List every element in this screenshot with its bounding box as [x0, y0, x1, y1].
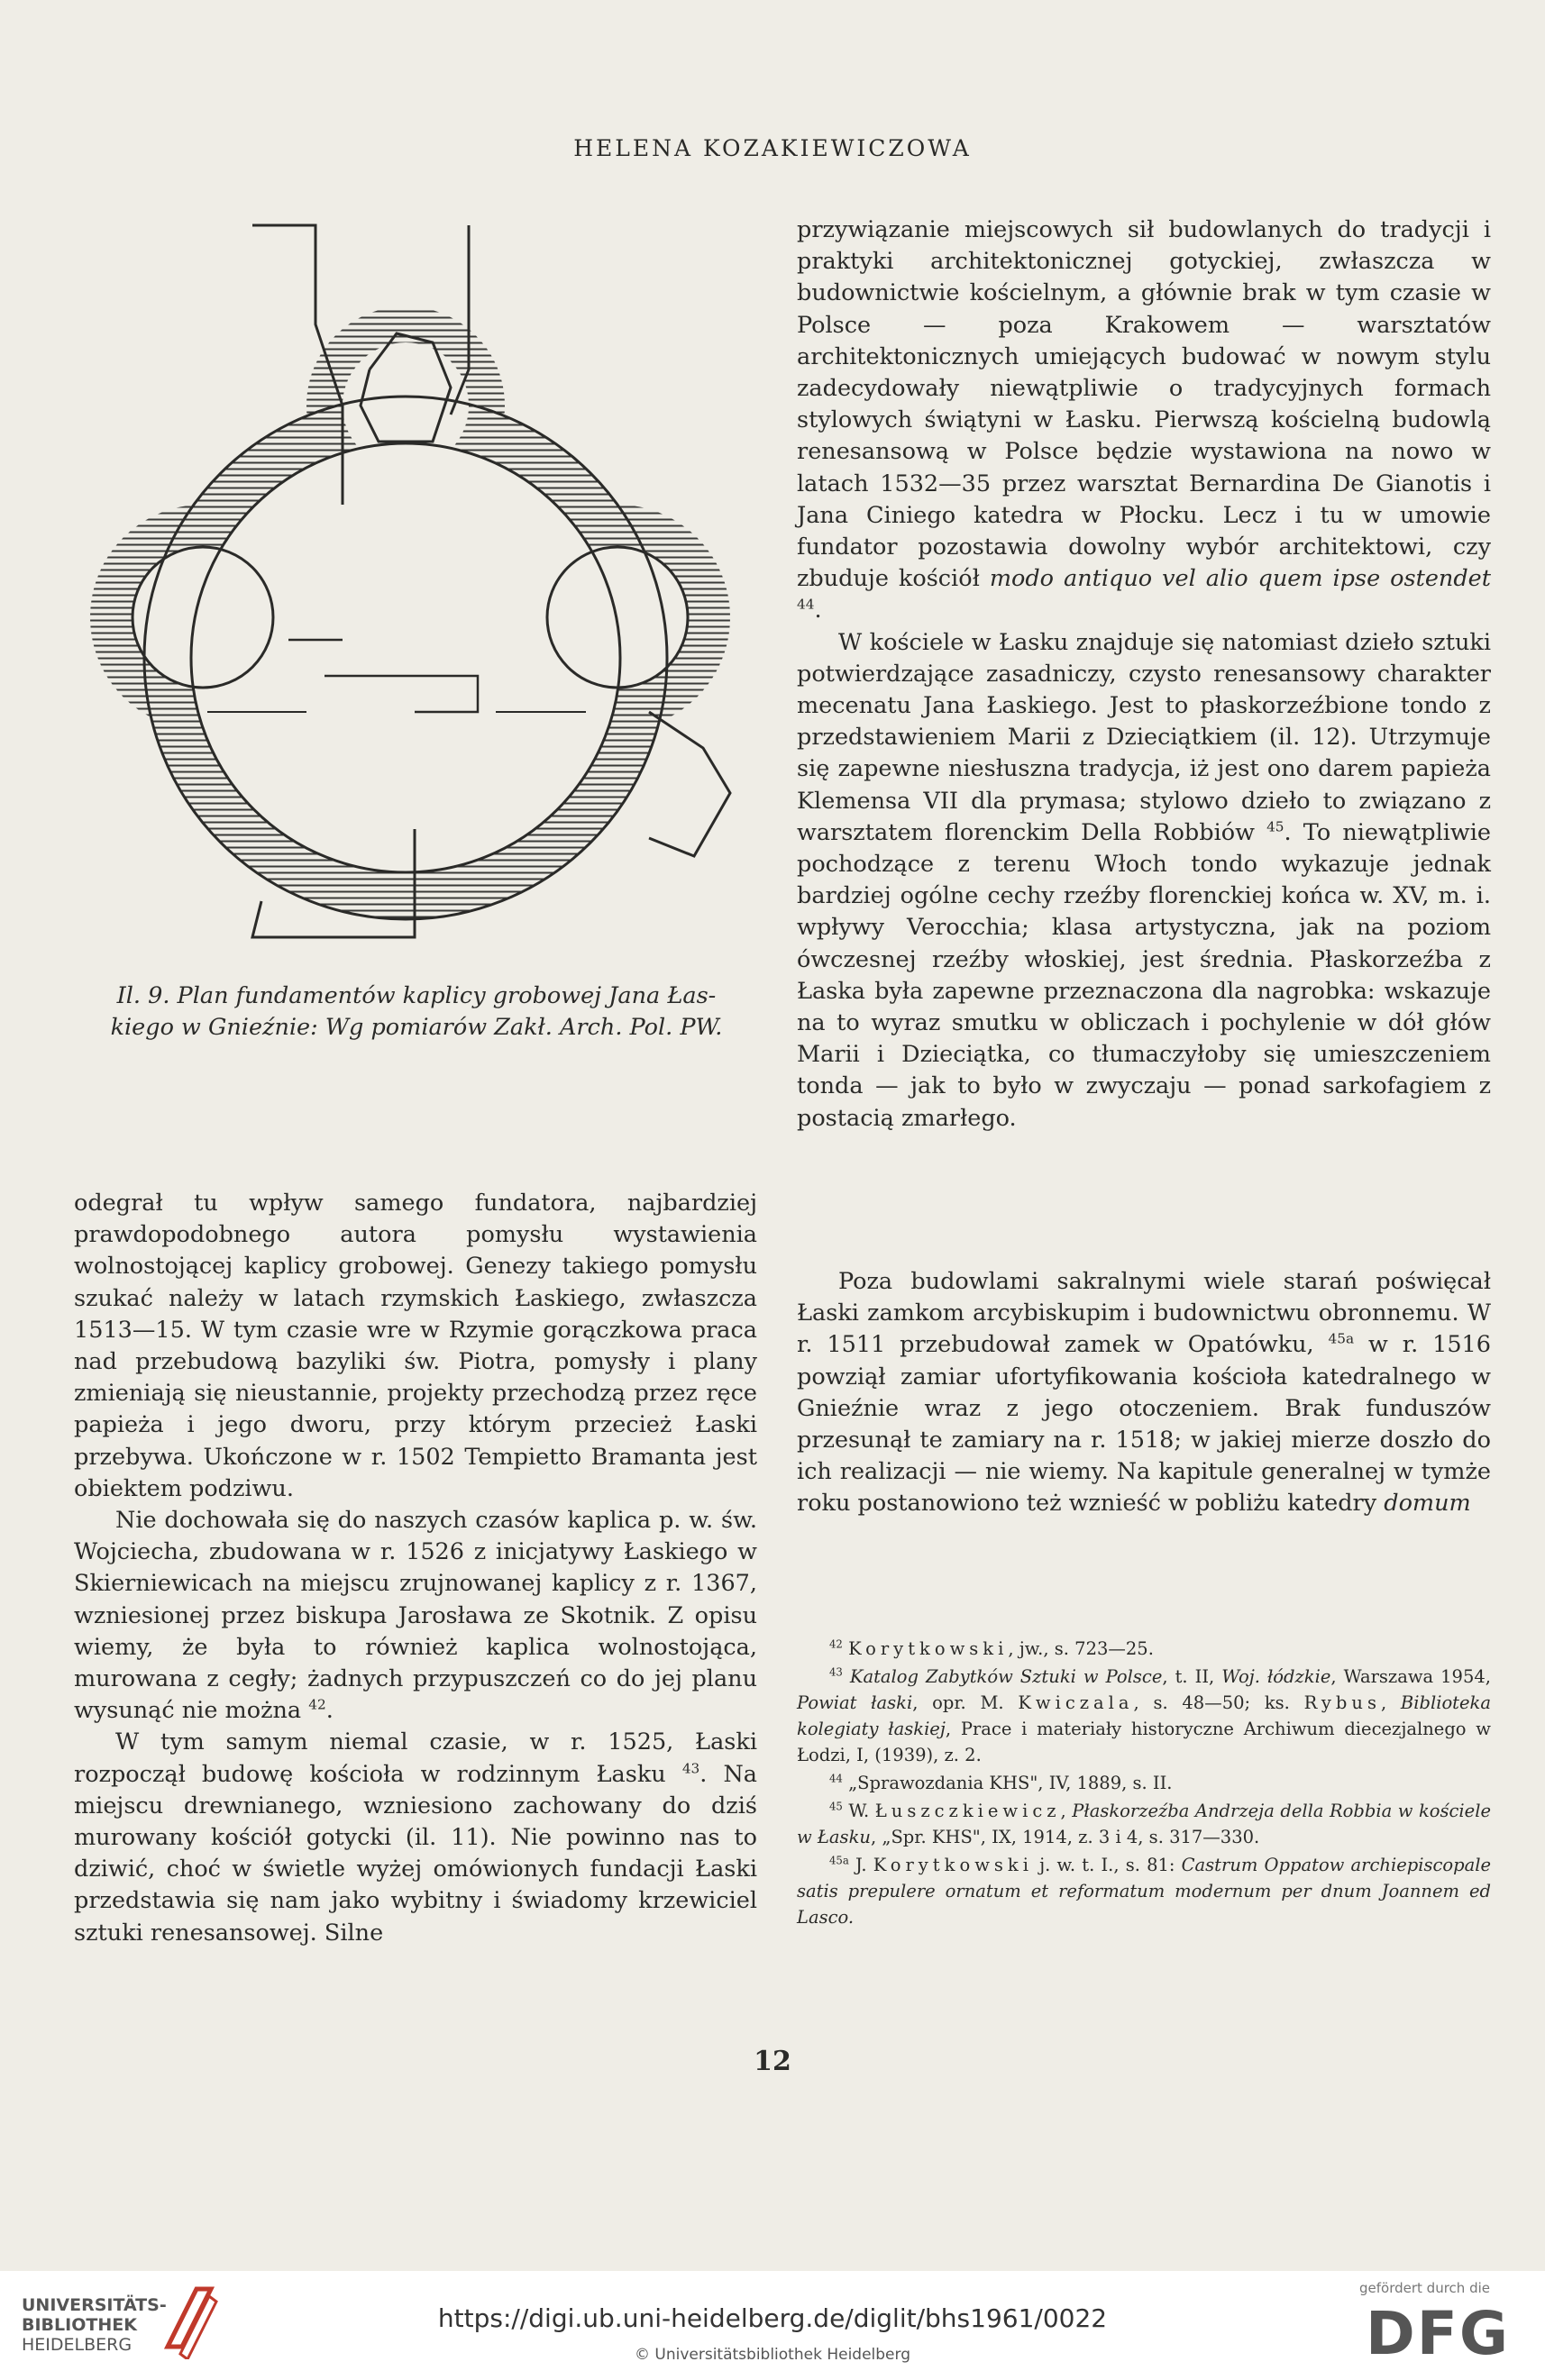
left-paragraph-2-end: . — [325, 1697, 334, 1725]
footnote-43-part-g: , s. 48—50; ks. — [1133, 1692, 1304, 1713]
library-name-line-2: BIBLIOTHEK — [22, 2315, 137, 2335]
copyright-notice: © Universitätsbibliothek Heidelberg — [634, 2346, 910, 2364]
footnote-45 — [797, 1798, 1491, 1850]
footnote-45-number: 45 — [829, 1800, 843, 1813]
running-head: HELENA KOZAKIEWICZOWA — [573, 135, 972, 161]
caption-line-2: kiego w Gnieźnie: Wg pomiarów Zakł. Arch. Pol. PW. — [110, 1014, 723, 1041]
right-paragraph-2 — [797, 627, 1491, 1135]
viewer-footer — [0, 2271, 1545, 2380]
right-column-bottom — [797, 1266, 1491, 1520]
footnote-43-part-h: Rybus — [1303, 1692, 1381, 1713]
right-paragraph-3-text-a: Poza budowlami sakralnymi wiele starań poświęcał Łaski zamkom arcybiskupim i budownictwu obronnemu. W r. 1511 przebudował zamek w Opatówku, — [797, 1268, 1491, 1359]
footnote-45a-part-c: j. w. t. I., s. 81: — [1032, 1855, 1182, 1875]
footnote-43-part-i: , — [1380, 1692, 1401, 1713]
left-paragraph-1: odegrał tu wpływ samego fundatora, najbardziej prawdopodobnego autora pomysłu wystawienia wolnostojącej kaplicy grobowej. Genezy takiego pomysłu szukać należy w latach rzymskich Łaskiego, zwłaszcza 1513—15. W tym czasie wre w Rzymie gorączkowa praca nad przebudową bazyliki św. Piotra, pomysły i plany zmieniają się nieustannie, projekty przechodzą przez ręce papieża i jego dworu, przy którym przecież Łaski przebywa. Ukończone w r. 1502 Tempietto Bramanta jest obiektem podziwu. — [74, 1190, 757, 1502]
footnote-43-part-c: , Warszawa 1954, — [1330, 1666, 1491, 1687]
library-name-line-1: UNIVERSITÄTS- — [22, 2295, 167, 2315]
footnote-45-part-b: Łuszczkiewicz — [874, 1801, 1061, 1821]
right-paragraph-1-end: . — [814, 597, 822, 625]
footnote-43-part-j: Biblioteka kolegiaty łaskiej — [797, 1692, 1492, 1739]
page-number: 12 — [754, 2046, 791, 2077]
footnote-45-part-d: Płaskorzeźba Andrzeja della Robbia w kościele w Łasku — [797, 1801, 1491, 1847]
footnote-42-number: 42 — [829, 1637, 843, 1651]
footnote-45a-part-d: Castrum Oppatow archiepiscopale satis prepulere ornatum et reformatum modernum per dnum Joannem ed Lasco. — [797, 1855, 1492, 1928]
footnote-43-part-k: , Prace i materiały historyczne Archiwum diecezjalnego w Łodzi, I, (1939), z. 2. — [797, 1719, 1491, 1765]
footnote-43-number: 43 — [829, 1665, 843, 1679]
footnote-ref-45[interactable]: 45 — [1266, 818, 1284, 835]
chapel-foundation-plan — [72, 207, 757, 955]
footnote-45a-part-a: J. — [855, 1855, 873, 1875]
footnote-ref-45a[interactable]: 45a — [1328, 1330, 1355, 1347]
footnote-42 — [797, 1636, 1491, 1662]
footnote-44-number: 44 — [829, 1772, 843, 1785]
right-paragraph-3-latin: domum — [1384, 1490, 1471, 1518]
footnote-45a-number: 45a — [829, 1854, 849, 1867]
left-column — [74, 1188, 757, 1949]
right-paragraph-1 — [797, 214, 1491, 627]
caption-line-1: Il. 9. Plan fundamentów kaplicy grobowej Jana Łas- — [116, 982, 717, 1009]
footnote-44-text: „Sprawozdania KHS", IV, 1889, s. II. — [848, 1773, 1173, 1793]
footnote-42-author: Korytkowski — [848, 1638, 1009, 1659]
footnotes — [797, 1636, 1491, 1932]
left-paragraph-2-text: Nie dochowała się do naszych czasów kaplica p. w. św. Wojciecha, zbudowana w r. 1526 z inicjatywy Łaskiego w Skierniewicach na miejscu zrujnowanej kaplicy z r. 1367, wzniesionej przez biskupa Jarosława ze Skotnik. Z opisu wiemy, że była to również kaplica wolnostojąca, murowana z cegły; żadnych przypuszczeń co do jej planu wysunąć nie można — [74, 1507, 757, 1725]
left-paragraph-3 — [74, 1727, 757, 1948]
footnote-42-text: , jw., s. 723—25. — [1008, 1638, 1154, 1659]
footnote-44 — [797, 1770, 1491, 1796]
left-paragraph-3-text: W tym samym niemal czasie, w r. 1525, Łaski rozpoczął budowę kościoła w rodzinnym Łasku — [74, 1728, 757, 1788]
footnote-45-part-c: , — [1060, 1801, 1073, 1821]
footnote-45-part-e: , „Spr. KHS", IX, 1914, z. 3 i 4, s. 317—330. — [870, 1827, 1260, 1847]
right-paragraph-2-text: W kościele w Łasku znajduje się natomiast dzieło sztuki potwierdzające zasadniczy, czysto renesansowy charakter mecenatu Jana Łaskiego. Jest to płaskorzeźbione tondo z przedstawieniem Marii z Dzieciątkiem (il. 12). Utrzymuje się zapewne niesłuszna tradycja, iż jest ono darem papieża Klemensa VII dla prymasa; stylowo dzieło to związano z warsztatem florenckim Della Robbiów — [797, 628, 1491, 846]
figure-caption — [74, 980, 759, 1044]
footnote-ref-42[interactable]: 42 — [308, 1696, 326, 1713]
right-paragraph-1-text: przywiązanie miejscowych sił budowlanych do tradycji i praktyki architektonicznej gotyckiej, zwłaszcza w budownictwie kościelnym, a głównie brak w tym czasie w Polsce — poza Krakowem — warsztatów architektonicznych umiejących budować w nowym stylu zadecydowały niewątpliwie o tradycyjnych formach stylowych świątyni w Łasku. Pierwszą kościelną budowlą renesansową w Polsce będzie wystawiona na nowo w latach 1532—35 przez warsztat Bernardina De Gianotis i Jana Ciniego katedra w Płocku. Lecz i tu w umowie fundator pozostawia dowolny wybór architektowi, czy zbuduje kościół — [797, 216, 1491, 593]
footnote-45a — [797, 1852, 1491, 1930]
footnote-ref-44[interactable]: 44 — [797, 596, 815, 613]
footnote-43-part-a: , t. II, — [1162, 1666, 1222, 1687]
right-paragraph-3 — [797, 1266, 1491, 1520]
dfg-logo[interactable]: DFG — [1366, 2299, 1511, 2368]
footnote-45-part-a: W. — [848, 1801, 875, 1821]
footnote-43-part-e: , opr. M. — [912, 1692, 1019, 1713]
footnote-43-part-f: Kwiczala — [1018, 1692, 1134, 1713]
left-paragraph-3-end: . Na miejscu drewnianego, wzniesiono zachowany do dziś murowany kościół gotycki (il. 11). Nie powinno nas to dziwić, choć w świetle wyżej omówionych fundacji Łaski przedstawia się nam jako wybitny i świadomy krzewiciel sztuki renesansowej. Silne — [74, 1760, 757, 1947]
footnote-43-part-b: Woj. łódzkie — [1221, 1666, 1331, 1687]
footnote-43-part-d: Powiat łaski — [797, 1692, 913, 1713]
footnote-ref-43[interactable]: 43 — [681, 1760, 700, 1777]
right-paragraph-3-text-b: w r. 1516 powziął zamiar ufortyfikowania kościoła katedralnego w Gnieźnie wraz z jego otoczeniem. Brak funduszów przesunął te zamiary na r. 1518; w jakiej mierze doszło do ich realizacji — nie wiemy. Na kapitule generalnej w tymże roku postanowiono też wznieść w pobliżu katedry — [797, 1331, 1491, 1518]
footnote-43-title: Katalog Zabytków Sztuki w Polsce — [849, 1666, 1163, 1687]
right-paragraph-1-latin: modo antiquo vel alio quem ipse ostendet — [989, 565, 1491, 593]
footnote-45a-part-b: Korytkowski — [873, 1855, 1033, 1875]
left-paragraph-2 — [74, 1505, 757, 1727]
permalink-url[interactable]: https://digi.ub.uni-heidelberg.de/diglit/bhs1961/0022 — [437, 2303, 1108, 2333]
right-column-top — [797, 214, 1491, 1135]
footnote-43 — [797, 1664, 1491, 1768]
library-name-line-3: HEIDELBERG — [22, 2335, 133, 2355]
funding-label: gefördert durch die — [1359, 2280, 1490, 2296]
right-paragraph-2-end: . To niewątpliwie pochodzące z terenu Włoch tondo wykazuje jednak bardziej ogólne cechy rzeźby florenckiej końca w. XV, m. i. wpływy Verocchia; klasa artystyczna, jak na poziom ówczesnej rzeźby włoskiej, jest średnia. Płaskorzeźba z Łaska była zapewne przeznaczona dla nagrobka: wskazuje na to wyraz smutku w obliczach i pochylenie w dół głów Marii i Dzieciątka, co tłumaczyłoby się umieszczeniem tonda — jak to było w zwyczaju — ponad sarkofagiem z postacią zmarłego. — [797, 818, 1492, 1132]
